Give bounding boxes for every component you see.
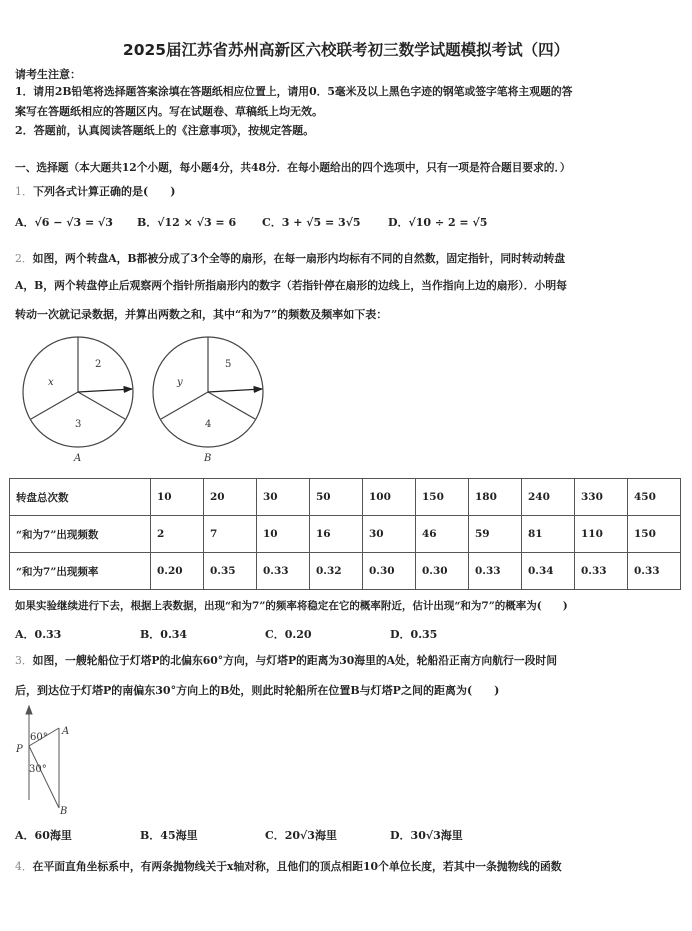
table-cell: 16	[310, 516, 363, 553]
table-cell: 150	[416, 479, 469, 516]
question-1	[15, 183, 175, 199]
row-header: 转盘总次数	[10, 479, 151, 516]
spinner-label: A	[74, 453, 82, 464]
option: B．0.34	[140, 628, 188, 641]
question-number: 2．	[15, 252, 33, 265]
option: C．0.20	[265, 628, 312, 641]
table-cell: 50	[310, 479, 363, 516]
table-cell: 180	[469, 479, 522, 516]
section-heading: 一、选择题（本大题共12个小题，每小题4分，共48分．在每小题给出的四个选项中，只有一项是符合题目要求的．）	[15, 161, 571, 174]
table-cell: 0.35	[204, 553, 257, 590]
question-text: 如图，一艘轮船位于灯塔P的北偏东60°方向，与灯塔P的距离为30海里的A处，轮船沿正南方向航行一段时间	[32, 654, 557, 667]
table-cell: 59	[469, 516, 522, 553]
angle-label: 30°	[29, 764, 47, 775]
question-text: 在平面直角坐标系中，有两条抛物线关于x轴对称，且他们的顶点相距10个单位长度，若其中一条抛物线的函数	[32, 860, 562, 873]
table-row	[10, 553, 681, 590]
table-cell: 10	[151, 479, 204, 516]
table-cell: 30	[363, 516, 416, 553]
point-label: P	[16, 744, 23, 755]
page-title: 2025届江苏省苏州高新区六校联考初三数学试题模拟考试（四）	[122, 41, 570, 59]
sector-label: 3	[75, 419, 82, 430]
question-text: 如图，两个转盘A，B都被分成了3个全等的扇形，在每一扇形内均标有不同的自然数，固定指针，同时转动转盘	[32, 252, 566, 265]
notice-line: 案写在答题纸相应的答题区内。写在试题卷、草稿纸上均无效。	[15, 105, 323, 118]
table-cell: 0.34	[522, 553, 575, 590]
option: B．√12 × √3 = 6	[137, 216, 237, 229]
sector-label: x	[48, 377, 54, 388]
table-cell: 2	[151, 516, 204, 553]
option: C．20√3海里	[265, 829, 337, 842]
notice-heading: 请考生注意：	[15, 68, 81, 81]
sector-label: y	[177, 377, 183, 388]
lighthouse-figure	[10, 700, 80, 815]
frequency-table	[9, 478, 681, 590]
question-text: 转动一次就记录数据，并算出两数之和，其中“和为7”的频数及频率如下表：	[15, 308, 388, 321]
table-cell: 330	[575, 479, 628, 516]
table-cell: 450	[628, 479, 681, 516]
question-number: 1．	[15, 185, 33, 198]
spinner-label: B	[204, 453, 212, 464]
option: C．3 + √5 = 3√5	[262, 216, 361, 229]
table-cell: 100	[363, 479, 416, 516]
table-cell: 0.30	[363, 553, 416, 590]
table-cell: 0.33	[469, 553, 522, 590]
question-4	[15, 859, 562, 874]
point-label: A	[62, 726, 70, 737]
spinner-b	[153, 337, 263, 447]
question-2	[15, 251, 565, 266]
option: A．√6 − √3 = √3	[15, 216, 113, 229]
option: D．30√3海里	[390, 829, 463, 842]
sector-label: 5	[225, 359, 232, 370]
sector-label: 4	[205, 419, 212, 430]
question-3	[15, 653, 557, 668]
question-number: 3．	[15, 654, 33, 667]
table-cell: 150	[628, 516, 681, 553]
table-row	[10, 516, 681, 553]
option: A．60海里	[15, 829, 72, 842]
option: A．0.33	[15, 628, 62, 641]
table-row	[10, 479, 681, 516]
table-cell: 30	[257, 479, 310, 516]
table-cell: 0.33	[257, 553, 310, 590]
row-header: “和为7”出现频数	[10, 516, 151, 553]
table-cell: 110	[575, 516, 628, 553]
pointer-arrow-icon	[78, 389, 132, 392]
question-text: 下列各式计算正确的是( )	[33, 185, 176, 198]
question-text: A，B，两个转盘停止后观察两个指针所指扇形内的数字（若指针停在扇形的边线上，当作指向上边的扇形）．小明每	[15, 279, 567, 292]
option: D．√10 ÷ 2 = √5	[388, 216, 488, 229]
option: D．0.35	[390, 628, 438, 641]
table-cell: 0.20	[151, 553, 204, 590]
table-cell: 46	[416, 516, 469, 553]
table-cell: 0.32	[310, 553, 363, 590]
point-label: B	[60, 806, 68, 815]
spinner-a	[23, 337, 133, 447]
table-cell: 7	[204, 516, 257, 553]
angle-label: 60°	[30, 732, 48, 743]
spinners-figure	[0, 330, 280, 470]
table-cell: 0.33	[628, 553, 681, 590]
row-header: “和为7”出现频率	[10, 553, 151, 590]
notice-line: 1．请用2B铅笔将选择题答案涂填在答题纸相应位置上，请用0．5毫米及以上黑色字迹的钢笔或签字笔将主观题的答	[15, 85, 573, 98]
option: B．45海里	[140, 829, 198, 842]
sector-label: 2	[95, 359, 102, 370]
table-cell: 81	[522, 516, 575, 553]
table-cell: 20	[204, 479, 257, 516]
table-cell: 240	[522, 479, 575, 516]
table-cell: 0.33	[575, 553, 628, 590]
question-number: 4．	[15, 860, 33, 873]
table-cell: 10	[257, 516, 310, 553]
pointer-arrow-icon	[208, 389, 262, 392]
question-text: 后，到达位于灯塔P的南偏东30°方向上的B处，则此时轮船所在位置B与灯塔P之间的距离为( )	[15, 684, 500, 697]
north-arrow-icon	[26, 706, 32, 714]
table-cell: 0.30	[416, 553, 469, 590]
question-text: 如果实验继续进行下去，根据上表数据，出现“和为7”的频率将稳定在它的概率附近，估计出现“和为7”的概率为( )	[15, 600, 568, 612]
notice-line: 2．答题前，认真阅读答题纸上的《注意事项》，按规定答题。	[15, 124, 315, 137]
